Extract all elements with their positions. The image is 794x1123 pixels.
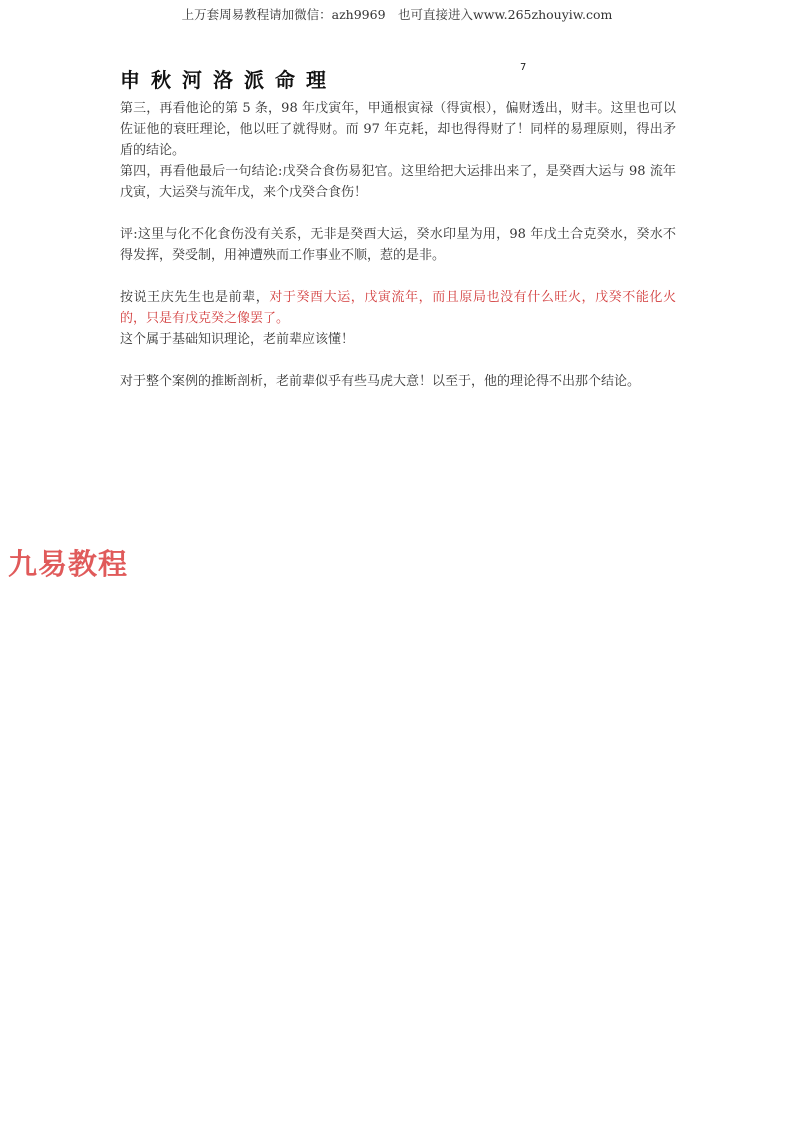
header-banner: 上万套周易教程请加微信：azh9969 也可直接进入www.265zhouyiw.com — [181, 7, 613, 22]
paragraph-gap — [120, 203, 676, 224]
paragraph-third-point: 第三，再看他论的第 5 条，98 年戊寅年，甲通根寅禄（得寅根），偏财透出，财丰。这里也可以佐证他的衰旺理论，他以旺了就得财。而 97 年克耗，却也得得财了！同样的易理原则，得出矛盾的结论。 — [120, 101, 676, 158]
paragraph-gap — [120, 350, 676, 371]
paragraph-senior-remark — [120, 287, 676, 329]
document-body — [120, 98, 676, 392]
paragraph-comment: 评:这里与化不化食伤没有关系，无非是癸酉大运，癸水印星为用，98 年戊土合克癸水，癸水不得发挥，癸受制，用神遭殃而工作事业不顺，惹的是非。 — [120, 227, 676, 263]
page-number: 7 — [520, 62, 527, 73]
paragraph-basic-knowledge: 这个属于基础知识理论，老前辈应该懂！ — [120, 332, 355, 347]
remark-highlighted-text: 对于癸酉大运，戊寅流年，而且原局也没有什么旺火，戊癸不能化火的，只是有戊克癸之像罢了。 — [120, 290, 676, 326]
paragraph-fourth-point: 第四，再看他最后一句结论:戊癸合食伤易犯官。这里给把大运排出来了，是癸酉大运与 98 流年戊寅，大运癸与流年戊，来个戊癸合食伤！ — [120, 164, 676, 200]
paragraph-gap — [120, 266, 676, 287]
paragraph-conclusion: 对于整个案例的推断剖析，老前辈似乎有些马虎大意！以至于，他的理论得不出那个结论。 — [120, 374, 641, 389]
watermark-logo: 九易教程 — [8, 547, 129, 581]
document-title: 申秋河洛派命理 — [120, 68, 337, 92]
remark-normal-text: 按说王庆先生也是前辈， — [120, 290, 270, 305]
